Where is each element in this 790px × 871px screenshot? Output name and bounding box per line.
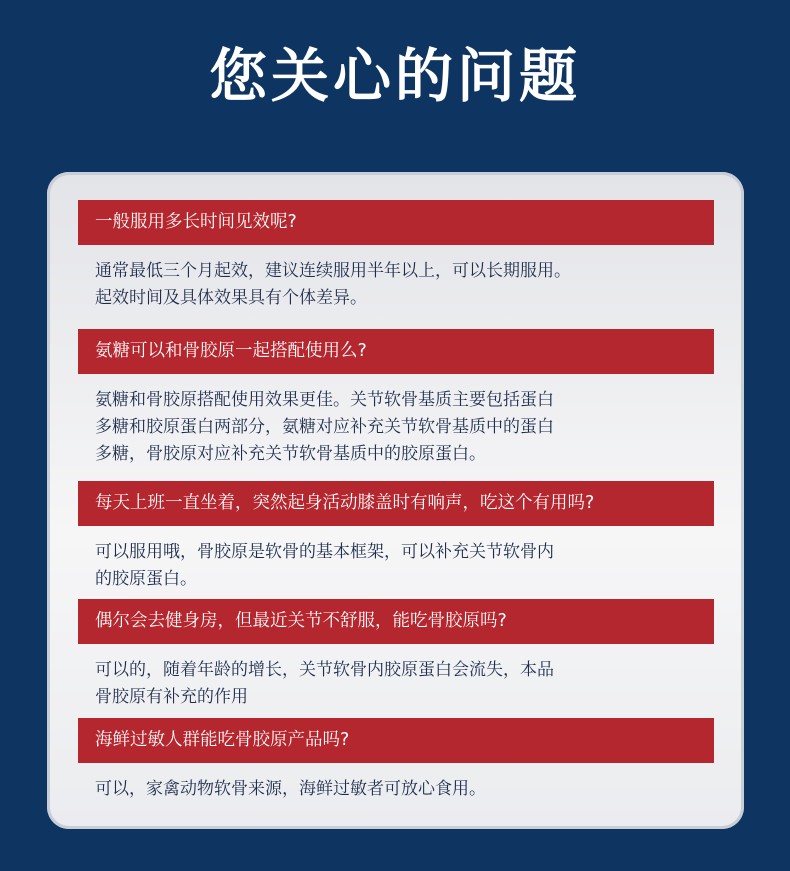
faq-question: 偶尔会去健身房，但最近关节不舒服，能吃骨胶原吗? [78,599,714,644]
faq-answer-line: 可以服用哦，骨胶原是软骨的基本框架，可以补充关节软骨内 [95,542,554,562]
faq-question: 海鲜过敏人群能吃骨胶原产品吗? [78,718,714,763]
faq-answer [78,526,714,593]
faq-item [78,718,714,803]
faq-question: 每天上班一直坐着，突然起身活动膝盖时有响声，吃这个有用吗? [78,481,714,526]
faq-answer-line: 的胶原蛋白。 [95,569,197,589]
faq-item [78,200,714,312]
faq-answer [78,374,714,468]
faq-answer-line: 多糖，骨胶原对应补充关节软骨基质中的胶原蛋白。 [95,444,486,464]
faq-answer [78,245,714,312]
page-title: 您关心的问题 [208,42,581,110]
faq-answer-line: 可以的，随着年龄的增长，关节软骨内胶原蛋白会流失，本品 [95,660,554,680]
faq-answer-line: 氨糖和骨胶原搭配使用效果更佳。关节软骨基质主要包括蛋白 [95,390,554,410]
faq-item [78,599,714,711]
faq-answer [78,644,714,711]
faq-question: 氨糖可以和骨胶原一起搭配使用么? [78,329,714,374]
faq-answer-line: 可以，家禽动物软骨来源，海鲜过敏者可放心食用。 [95,779,486,799]
faq-answer-line: 通常最低三个月起效，建议连续服用半年以上，可以长期服用。 [95,261,571,281]
faq-answer [78,763,714,803]
faq-question: 一般服用多长时间见效呢? [78,200,714,245]
faq-item [78,481,714,593]
faq-item [78,329,714,468]
faq-answer-line: 起效时间及具体效果具有个体差异。 [95,288,367,308]
faq-answer-line: 多糖和胶原蛋白两部分，氨糖对应补充关节软骨基质中的蛋白 [95,417,554,437]
faq-answer-line: 骨胶原有补充的作用 [95,687,248,707]
